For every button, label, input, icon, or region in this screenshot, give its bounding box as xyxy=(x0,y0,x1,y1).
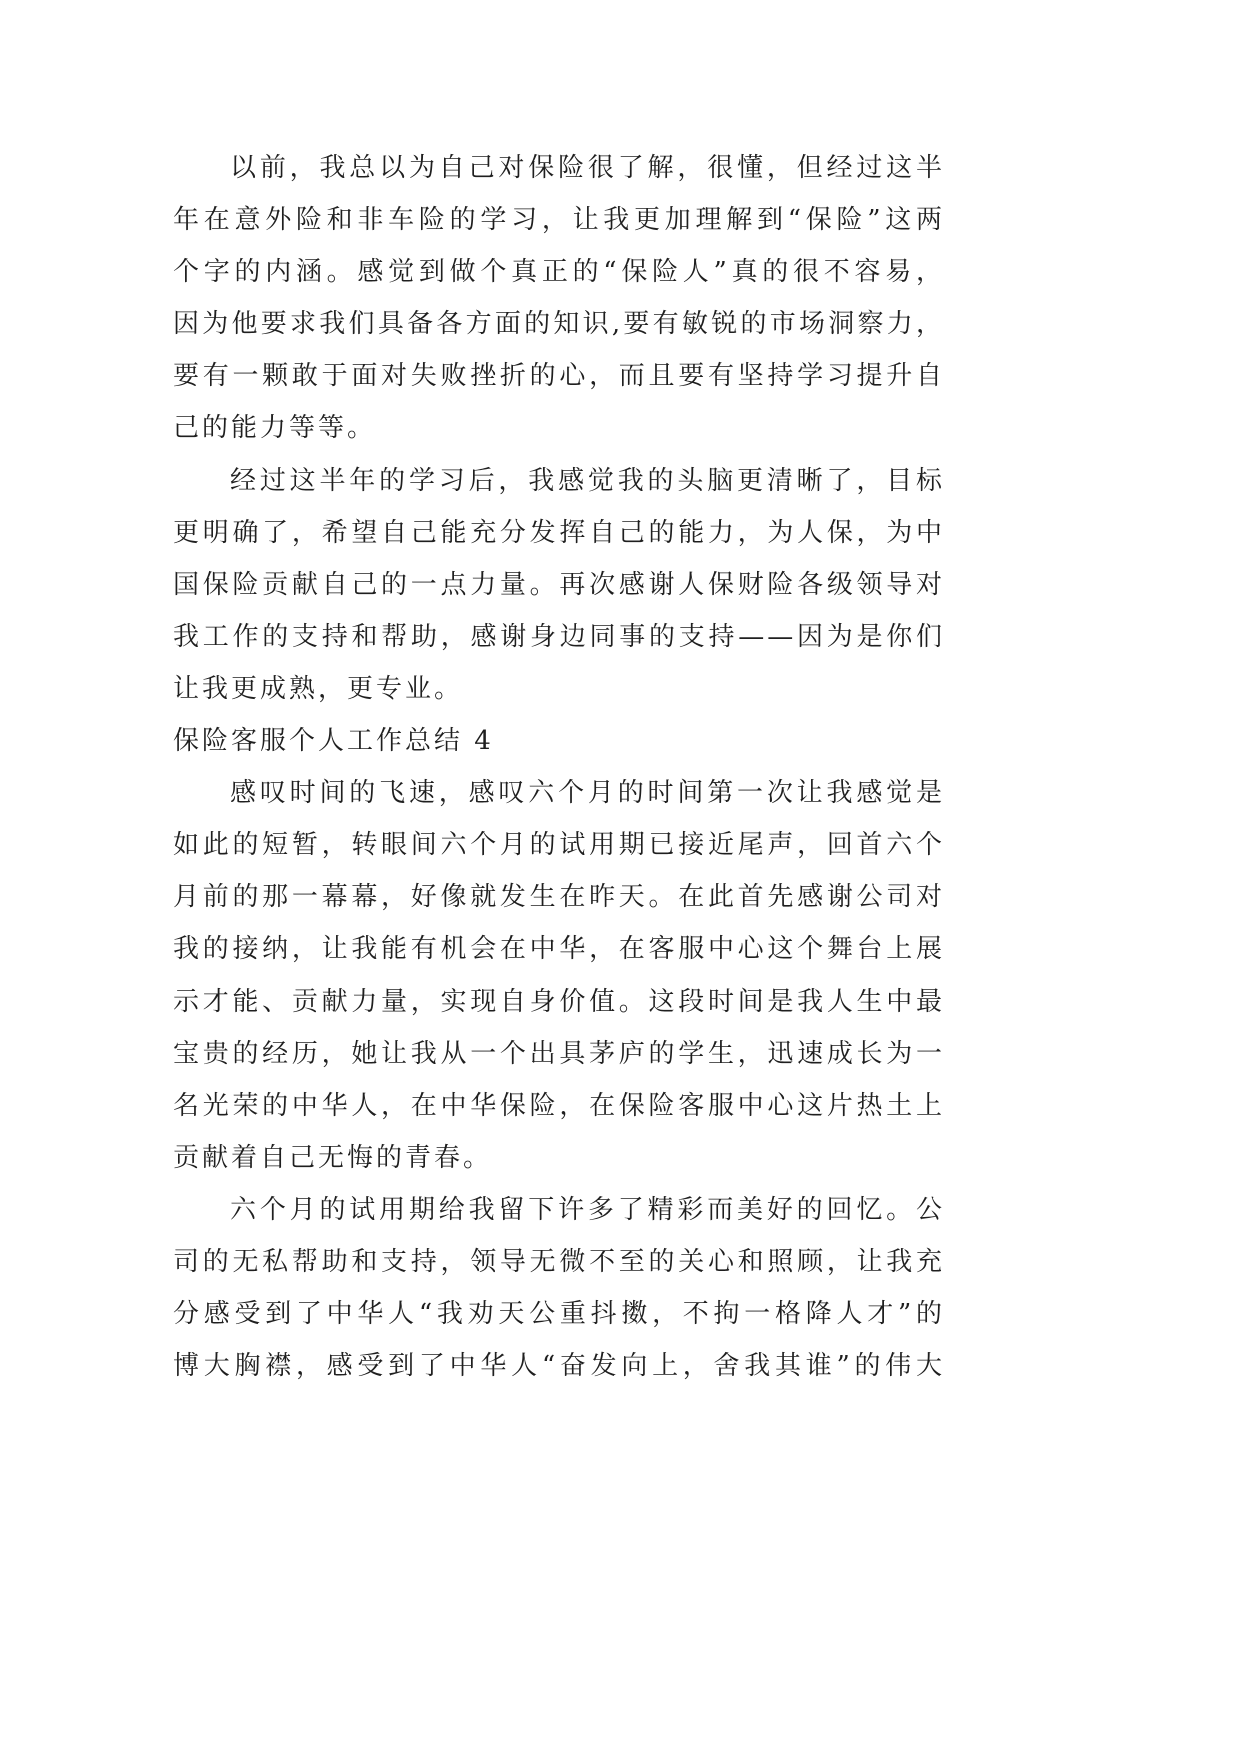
text-line: 月前的那一幕幕，好像就发生在昨天。在此首先感谢公司对 xyxy=(173,882,945,913)
text-line: 个字的内涵。感觉到做个真正的“保险人”真的很不容易， xyxy=(173,257,945,288)
text-line: 感叹时间的飞速，感叹六个月的时间第一次让我感觉是 xyxy=(230,778,945,809)
paragraph xyxy=(173,767,945,1184)
document-body xyxy=(173,142,945,1392)
text-line: 因为他要求我们具备各方面的知识,要有敏锐的市场洞察力， xyxy=(173,309,945,340)
text-line: 司的无私帮助和支持，领导无微不至的关心和照顾，让我充 xyxy=(173,1246,945,1277)
paragraph xyxy=(173,142,945,455)
text-line: 更明确了，希望自己能充分发挥自己的能力，为人保，为中 xyxy=(173,517,945,548)
text-line: 让我更成熟，更专业。 xyxy=(173,673,464,704)
text-line: 分感受到了中华人“我劝天公重抖擞，不拘一格降人才”的 xyxy=(173,1299,945,1330)
text-line: 以前，我总以为自己对保险很了解，很懂，但经过这半 xyxy=(230,153,945,183)
paragraph xyxy=(173,1184,945,1392)
text-line: 宝贵的经历，她让我从一个出具茅庐的学生，迅速成长为一 xyxy=(173,1038,945,1069)
text-line: 博大胸襟，感受到了中华人“奋发向上，舍我其谁”的伟大 xyxy=(173,1351,945,1382)
text-line: 国保险贡献自己的一点力量。再次感谢人保财险各级领导对 xyxy=(173,569,945,600)
text-line: 我的接纳，让我能有机会在中华，在客服中心这个舞台上展 xyxy=(173,934,945,965)
text-line: 六个月的试用期给我留下许多了精彩而美好的回忆。公 xyxy=(230,1194,945,1225)
section-heading: 保险客服个人工作总结 4 xyxy=(173,726,494,757)
text-line: 经过这半年的学习后，我感觉我的头脑更清晰了，目标 xyxy=(230,465,945,496)
text-line: 年在意外险和非车险的学习，让我更加理解到“保险”这两 xyxy=(173,205,945,236)
text-line: 要有一颗敢于面对失败挫折的心，而且要有坚持学习提升自 xyxy=(173,361,945,392)
text-line: 示才能、贡献力量，实现自身价值。这段时间是我人生中最 xyxy=(173,986,945,1017)
text-line: 己的能力等等。 xyxy=(173,413,377,444)
text-line: 贡献着自己无悔的青春。 xyxy=(173,1142,493,1173)
text-line: 我工作的支持和帮助，感谢身边同事的支持——因为是你们 xyxy=(173,621,945,652)
text-line: 如此的短暂，转眼间六个月的试用期已接近尾声，回首六个 xyxy=(173,830,945,861)
text-line: 名光荣的中华人，在中华保险，在保险客服中心这片热土上 xyxy=(173,1090,945,1121)
paragraph xyxy=(173,455,945,715)
